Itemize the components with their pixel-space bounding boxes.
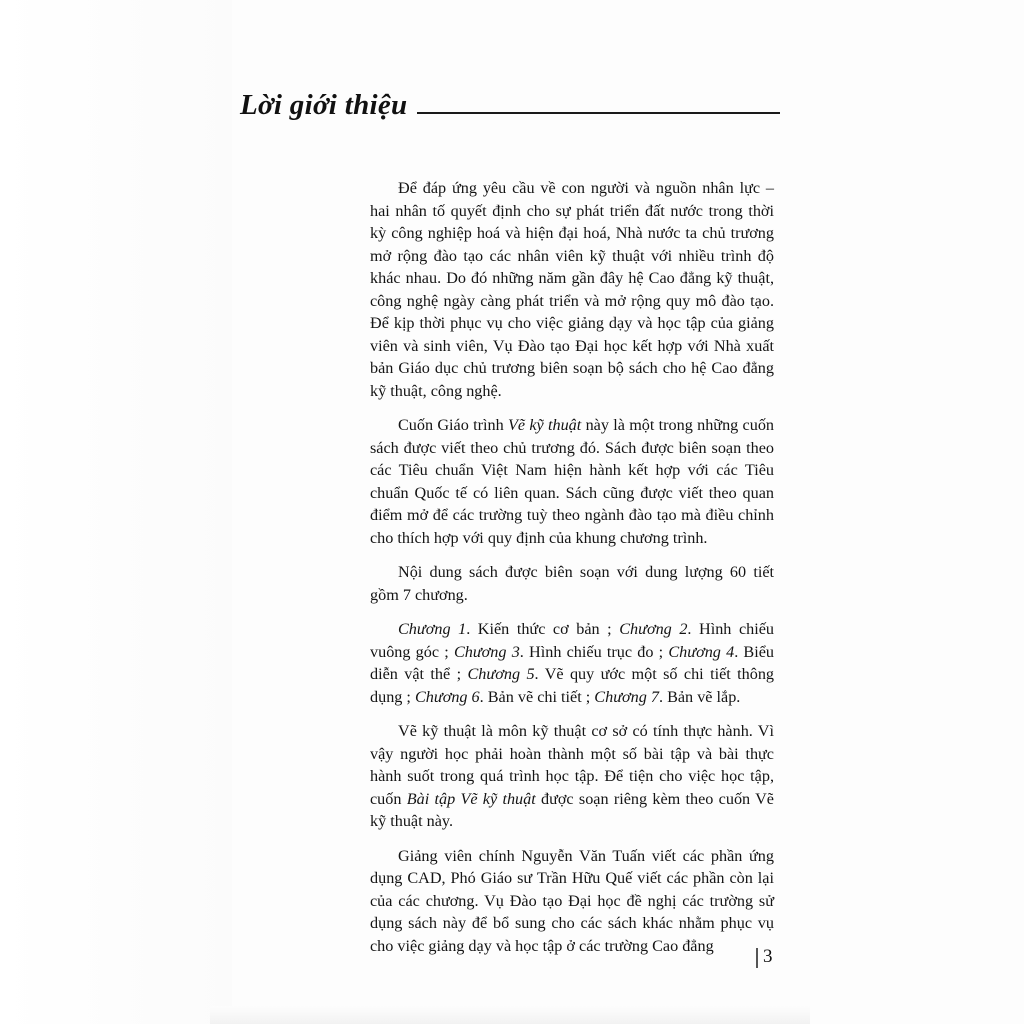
chapter-label: Chương 4 <box>668 642 735 661</box>
paragraph-text: Giảng viên chính Nguyễn Văn Tuấn viết các phần ứng dụng CAD, Phó Giáo sư Trần Hữu Quế viết các phần còn lại của các chương. Vụ Đào tạo Đại học đề nghị các trường sử dụng sách này để bổ sung cho các sách khác nhằm phục vụ cho việc giảng dạy và học tập ở các trường Cao đẳng <box>370 846 774 955</box>
book-title: Bài tập Vẽ kỹ thuật <box>406 789 536 808</box>
page-heading <box>240 80 780 126</box>
paragraph-text: Nội dung sách được biên soạn với dung lượng 60 tiết gồm 7 chương. <box>370 563 774 604</box>
page-margin <box>0 0 232 1024</box>
chapter-title: . Bản vẽ chi tiết ; <box>479 687 595 706</box>
page-bottom-shadow <box>210 1006 810 1024</box>
page-number: 3 <box>763 946 773 967</box>
chapter-title: . Vẽ quy ước một số chi tiết thông dụng ; <box>370 665 775 706</box>
body-text <box>370 177 774 969</box>
chapter-label: Chương 5 <box>467 665 535 683</box>
chapter-item <box>594 688 740 706</box>
paragraph-text: này là một trong những cuốn sách được viết theo chủ trương đó. Sách được biên soạn theo các Tiêu chuẩn Việt Nam hiện hành kết hợp với các Tiêu chuẩn Quốc tế có liên quan. Sách cũng được viết theo quan điểm mở để các trường tuỳ theo ngành đào tạo mà điều chỉnh cho thích hợp với quy định của khung chương trình. <box>370 416 775 547</box>
paragraph-text: Cuốn Giáo trình <box>398 416 508 434</box>
book-title: Vẽ kỹ thuật <box>507 416 582 434</box>
chapter-label: Chương 2 <box>619 620 688 638</box>
heading-rule <box>417 112 780 114</box>
heading-title: Lời giới thiệu <box>240 89 408 121</box>
paragraph-text: Vẽ kỹ thuật là môn kỹ thuật cơ sở có tính thực hành. Vì vậy người học phải hoàn thành một số bài tập và bài thực hành suốt trong quá trình học tập. Để tiện cho việc học tập, cuốn <box>370 722 774 808</box>
chapter-title: . Kiến thức cơ bản ; <box>466 620 620 638</box>
chapter-label: Chương 6 <box>414 687 480 706</box>
paragraph-2 <box>370 414 774 549</box>
chapter-label: Chương 7 <box>594 687 659 706</box>
page-number-mark <box>756 948 758 968</box>
chapter-label: Chương 3 <box>453 642 520 661</box>
paragraph-3 <box>370 561 774 606</box>
chapter-list <box>370 618 774 708</box>
chapter-label: Chương 1 <box>398 620 467 638</box>
chapter-item <box>415 688 594 706</box>
chapter-title: . Biểu diễn vật thể ; <box>370 642 775 683</box>
chapter-title: . Hình chiếu vuông góc ; <box>370 620 775 661</box>
paragraph-5 <box>370 720 774 833</box>
paragraph-text: Để đáp ứng yêu cầu về con người và nguồn nhân lực – hai nhân tố quyết định cho sự phát triển đất nước trong thời kỳ công nghiệp hoá và hiện đại hoá, Nhà nước ta chủ trương mở rộng đào tạo các nhân viên kỹ thuật với nhiều trình độ khác nhau. Do đó những năm gần đây hệ Cao đẳng kỹ thuật, công nghệ ngày càng phát triển và mở rộng quy mô đào tạo. Để kịp thời phục vụ cho việc giảng dạy và học tập của giảng viên và sinh viên, Vụ Đào tạo Đại học kết hợp với Nhà xuất bản Giáo dục chủ trương biên soạn bộ sách cho hệ Cao đẳng kỹ thuật, công nghệ. <box>370 179 774 400</box>
paragraph-6 <box>370 845 774 958</box>
chapter-title: . Hình chiếu trục đo ; <box>519 642 669 661</box>
paragraph-text: được soạn riêng kèm theo cuốn Vẽ kỹ thuật này. <box>370 789 774 830</box>
chapter-title: . Bản vẽ lắp. <box>658 687 741 706</box>
chapter-item <box>398 620 619 638</box>
paragraph-1 <box>370 177 774 402</box>
chapter-item <box>454 643 668 661</box>
